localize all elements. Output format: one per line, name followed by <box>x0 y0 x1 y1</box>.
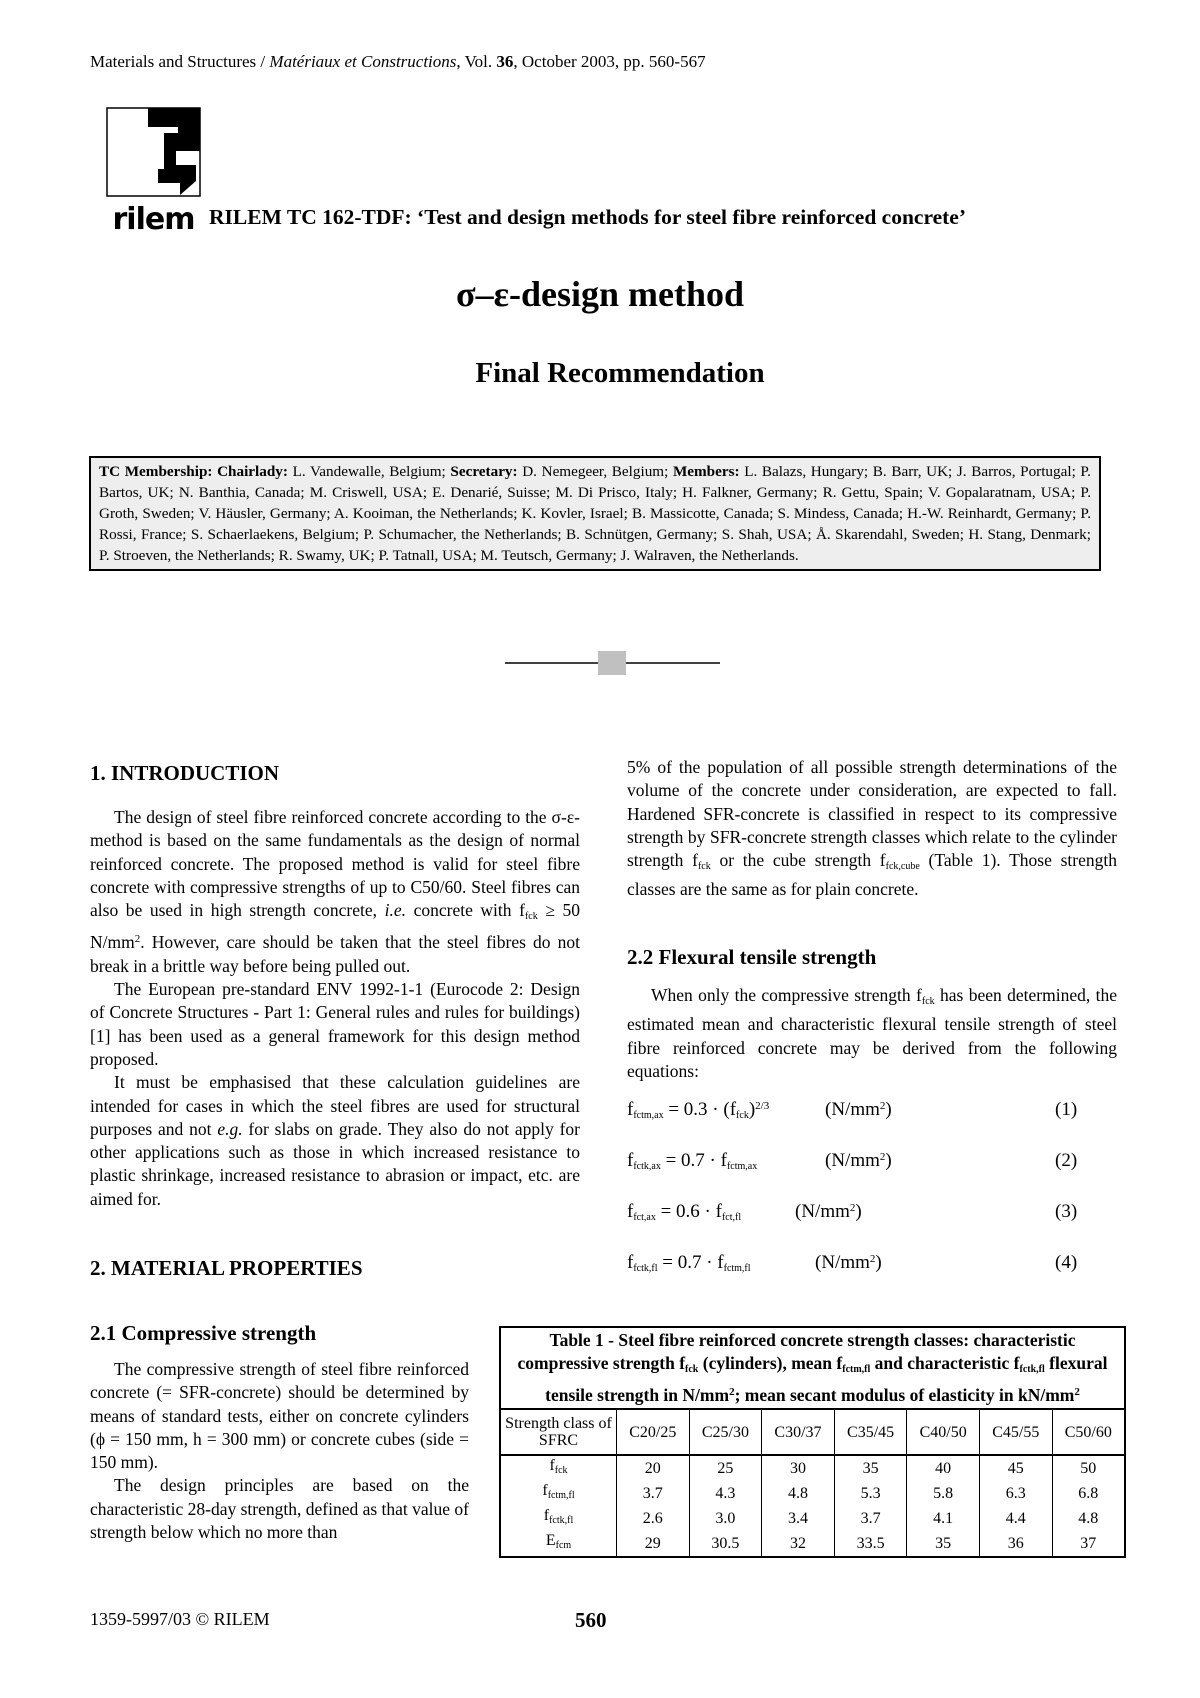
table-cell: 30.5 <box>689 1531 762 1556</box>
table-cell: 40 <box>907 1455 980 1481</box>
introduction-body <box>90 806 580 1211</box>
equation-unit: $(N/mm^2)$ <box>825 1150 892 1171</box>
equation-lhs: f <box>627 1252 634 1273</box>
table-cell: 37 <box>1052 1531 1124 1556</box>
equation-unit: $(N/mm^2)$ <box>815 1252 882 1273</box>
table-header-cell: Strength class of SFRC <box>501 1410 617 1455</box>
right-paragraph-1: 5% of the population of all possible strength determinations of the volume of the concrete under consideration, are expected to fall. Hardened SFR-concrete is classified in respect to its compressive strength by SFR-concrete strength classes which relate to the cylinder strength $f_{fck}$ or the cube strength $f_{fck,cube}$ (Table 1). Those strength classes are the same as for plain concrete. <box>627 757 1117 900</box>
table-cell: 20 <box>617 1455 690 1481</box>
table-cell: 4.1 <box>907 1506 980 1531</box>
table-row <box>501 1531 1124 1556</box>
equation-3 <box>627 1201 741 1223</box>
table-row-label: $f_{fctk,fl}$ <box>543 1507 574 1526</box>
volume-suffix: , October 2003, pp. 560-567 <box>513 52 706 71</box>
membership-box <box>89 456 1101 571</box>
equation-lhs: f <box>627 1099 634 1120</box>
equation-2 <box>627 1150 757 1172</box>
table-column-header: C20/25 <box>617 1410 690 1455</box>
equation-rhs-subscript: fck <box>736 1110 749 1121</box>
table-cell: 6.3 <box>979 1481 1052 1506</box>
rilem-logo-icon <box>106 107 201 233</box>
table-row-label: $E_{fcm}$ <box>545 1532 572 1551</box>
equation-1 <box>627 1099 769 1121</box>
journal-name-french: Matériaux et Constructions <box>269 52 457 71</box>
committee-title: RILEM TC 162-TDF: ‘Test and design methods for steel fibre reinforced concrete’ <box>209 205 967 229</box>
table-row <box>501 1506 1124 1531</box>
table-row-label: $f_{fctm,fl}$ <box>542 1482 575 1501</box>
table-cell: 5.8 <box>907 1481 980 1506</box>
equation-4 <box>627 1252 751 1274</box>
members-value: L. Balazs, Hungary; B. Barr, UK; J. Barros, Portugal; P. Bartos, UK; N. Banthia, Canada; M. Criswell, USA; E. Denarié, Suisse; M. Di Prisco, Italy; H. Falkner, Germany; R. Gettu, Spain; V. Gopalaratnam, USA; P. Groth, Sweden; V. Häusler, Germany; A. Kooiman, the Netherlands; K. Kovler, Israel; B. Massicotte, Canada; S. Mindess, Canada; H.-W. Reinhardt, Germany; P. Rossi, France; S. Schaerlaekens, Belgium; P. Schumacher, the Netherlands; B. Schnütgen, Germany; S. Shah, USA; Å. Skarendahl, Sweden; H. Stang, Denmark; P. Stroeven, the Netherlands; R. Swamy, UK; P. Tatnall, USA; M. Teutsch, Germany; J. Walraven, the Netherlands. <box>99 463 1091 564</box>
equation-rhs: = 0.7 · f <box>657 1252 724 1273</box>
equation-lhs-subscript: fctk,ax <box>633 1161 661 1172</box>
equation-exponent: 2/3 <box>755 1100 770 1112</box>
table-cell: 6.8 <box>1052 1481 1124 1506</box>
equation-number: (3) <box>1055 1201 1078 1222</box>
table-cell: 29 <box>617 1531 690 1556</box>
section-heading-material-properties: 2. MATERIAL PROPERTIES <box>90 1256 363 1280</box>
table-header-row <box>501 1410 1124 1455</box>
table-row <box>501 1481 1124 1506</box>
right-paragraph-2: When only the compressive strength $f_{fck}$ has been determined, the estimated mean and characteristic flexural tensile strength of steel fibre reinforced concrete may be derived from the following equations: <box>627 985 1117 1081</box>
table-cell: 5.3 <box>834 1481 907 1506</box>
members-label: Members: <box>672 463 740 480</box>
table-cell: 4.8 <box>1052 1506 1124 1531</box>
strength-classes-table <box>499 1326 1126 1558</box>
table-cell: 3.4 <box>762 1506 835 1531</box>
table-cell: 4.3 <box>689 1481 762 1506</box>
secretary-label: Secretary: <box>450 463 518 480</box>
table-column-header: C35/45 <box>834 1410 907 1455</box>
table-cell: 33.5 <box>834 1531 907 1556</box>
journal-header <box>90 52 706 72</box>
table-cell: 4.4 <box>979 1506 1052 1531</box>
table-cell: 30 <box>762 1455 835 1481</box>
table-cell: 4.8 <box>762 1481 835 1506</box>
table-cell: 36 <box>979 1531 1052 1556</box>
table-caption: Table 1 - Steel fibre reinforced concrete strength classes: characteristic compressive strength $f_{fck}$ (cylinders), mean $f_{fctm,fl}$ and characteristic $f_{fctk,fl}$ flexural tensile strength in $N/mm^2$; mean secant modulus of elasticity in $kN/mm^2$ <box>501 1328 1124 1410</box>
equation-lhs-subscript: fct,ax <box>633 1212 656 1223</box>
table-cell: 35 <box>834 1455 907 1481</box>
logo-text: rilem <box>112 202 195 233</box>
section-divider <box>505 649 720 677</box>
subsection-heading-compressive: 2.1 Compressive strength <box>90 1321 317 1345</box>
chair-value: L. Vandewalle, Belgium; <box>287 463 451 480</box>
table-cell: 3.0 <box>689 1506 762 1531</box>
table-cell: 32 <box>762 1531 835 1556</box>
equation-rhs-end: ) <box>748 1099 756 1120</box>
equation-rhs-subscript: fctm,ax <box>726 1161 758 1172</box>
equation-unit: $(N/mm^2)$ <box>825 1099 892 1120</box>
table-column-header: C50/60 <box>1052 1410 1124 1455</box>
equation-number: (4) <box>1055 1252 1078 1273</box>
table-column-header: C30/37 <box>762 1410 835 1455</box>
flexural-body <box>627 984 1117 1083</box>
intro-paragraph-1: The design of steel fibre reinforced concrete according to the σ-ε-method is based on the same fundamentals as the design of normal reinforced concrete. The proposed method is valid for steel fibre concrete with compressive strengths of up to C50/60. Steel fibres can also be used in high strength concrete, i.e. concrete with $f_{fck} \ge 50$ $N/mm^2$. However, care should be taken that the steel fibres do not break in a brittle way before being pulled out. <box>90 807 581 976</box>
compressive-body <box>90 1358 469 1544</box>
table-cell: 2.6 <box>617 1506 690 1531</box>
intro-paragraph-2: The European pre-standard ENV 1992-1-1 (Eurocode 2: Design of Concrete Structures - Part 1: General rules and rules for buildings) [1] has been used as a general framework for this design method proposed. <box>90 979 580 1069</box>
table-row-label: $f_{fck}$ <box>549 1457 568 1476</box>
page-number: 560 <box>575 1608 607 1632</box>
equation-rhs: = 0.7 · f <box>660 1150 727 1171</box>
strength-classes-body <box>627 756 1117 902</box>
volume-prefix: , Vol. <box>456 52 497 71</box>
table-cell: 3.7 <box>834 1506 907 1531</box>
equation-rhs: = 0.3 · (f <box>663 1099 737 1120</box>
equation-rhs-subscript: fct,fl <box>721 1212 742 1223</box>
equation-number: (1) <box>1055 1099 1078 1120</box>
equation-rhs-subscript: fctm,fl <box>723 1263 751 1274</box>
membership-label: TC Membership: Chairlady: <box>99 463 288 480</box>
equation-lhs: f <box>627 1201 634 1222</box>
table-cell: 50 <box>1052 1455 1124 1481</box>
compressive-paragraph-2: The design principles are based on the characteristic 28-day strength, defined as that value of strength below which no more than <box>90 1475 470 1543</box>
page-title: σ–ε-design method <box>456 274 744 314</box>
equation-lhs-subscript: fctk,fl <box>633 1263 658 1274</box>
table-cell: 35 <box>907 1531 980 1556</box>
table-cell: 3.7 <box>617 1481 690 1506</box>
table-cell: 25 <box>689 1455 762 1481</box>
equation-rhs: = 0.6 · f <box>655 1201 722 1222</box>
equation-lhs: f <box>627 1150 634 1171</box>
table-row <box>501 1455 1124 1481</box>
table-column-header: C40/50 <box>907 1410 980 1455</box>
equation-number: (2) <box>1055 1150 1078 1171</box>
section-heading-introduction: 1. INTRODUCTION <box>90 761 280 785</box>
equation-lhs-subscript: fctm,ax <box>633 1110 664 1121</box>
table-body <box>501 1455 1124 1556</box>
page-subtitle: Final Recommendation <box>475 357 765 389</box>
secretary-value: D. Nemegeer, Belgium; <box>517 463 673 480</box>
intro-paragraph-3: It must be emphasised that these calculation guidelines are intended for cases in which the steel fibres are used for structural purposes and not e.g. for slabs on grade. They also do not apply for other applications such as those in which increased resistance to plastic shrinkage, increased resistance to abrasion or impact, etc. are aimed for. <box>90 1072 580 1209</box>
equation-unit: $(N/mm^2)$ <box>795 1201 862 1222</box>
footer-copyright: 1359-5997/03 © RILEM <box>90 1609 270 1629</box>
volume-number: 36 <box>496 52 514 71</box>
subsection-heading-flexural: 2.2 Flexural tensile strength <box>627 945 877 969</box>
table-column-header: C45/55 <box>979 1410 1052 1455</box>
table-cell: 45 <box>979 1455 1052 1481</box>
journal-name: Materials and Structures / <box>90 52 270 71</box>
table-column-header: C25/30 <box>689 1410 762 1455</box>
compressive-paragraph-1: The compressive strength of steel fibre reinforced concrete (= SFR-concrete) should be determined by means of standard tests, either on concrete cylinders (ϕ = 150 mm, h = 300 mm) or concrete cubes (side = 150 mm). <box>90 1359 469 1473</box>
data-table <box>501 1410 1124 1556</box>
